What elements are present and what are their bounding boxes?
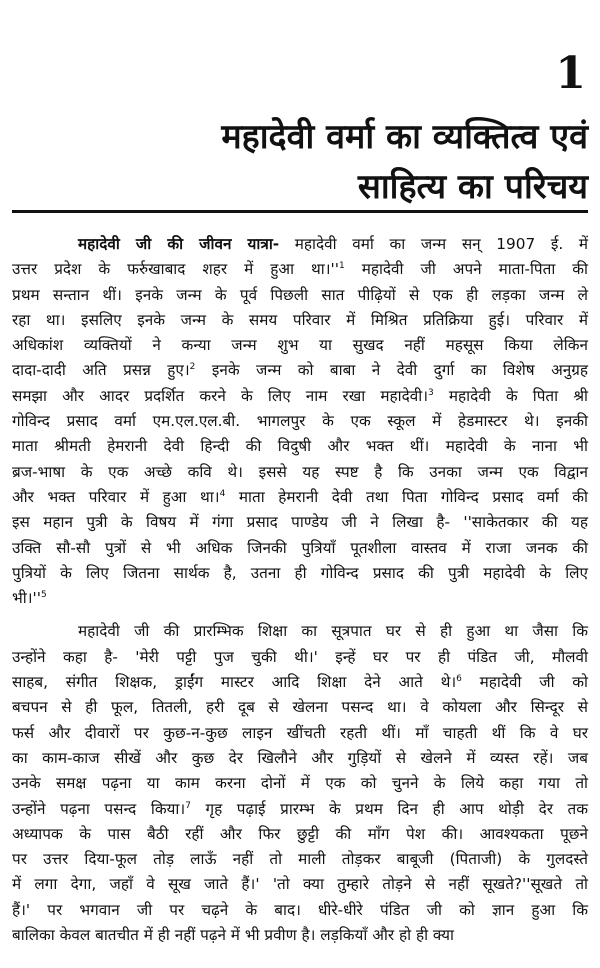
text-segment: इस महान पुत्री के विषय में गंगा प्रसाद पाण्डेय जी ने लिखा है- ''साकेतकार की यह — [12, 513, 588, 532]
text-segment: अधिकांश व्यक्तियों ने कन्या जन्म शुभ या सुखद नहीं महसूस किया लेकिन — [12, 336, 588, 355]
text-segment: उक्ति सौ-सौ पुत्रों से भी अधिक जिनकी पुत्रियाँ पूतशीला वास्तव में राजा जनक की — [12, 538, 588, 557]
text-line — [12, 822, 588, 847]
text-segment: भी।'' — [12, 589, 41, 608]
text-line — [12, 232, 588, 257]
text-segment: माता हेमरानी देवी तथा पिता गोविन्द प्रसाद वर्मा की — [225, 487, 588, 506]
text-line — [12, 561, 588, 586]
text-line — [12, 536, 588, 561]
text-segment: महादेवी जी अपने माता-पिता की — [344, 260, 588, 279]
text-segment: साहब, संगीत शिक्षक, ड्राईंग मास्टर आदि शिक्षा देने आते थे। — [12, 673, 457, 692]
footnote-marker: 2 — [189, 362, 196, 373]
text-line — [12, 923, 588, 948]
text-line — [12, 797, 588, 822]
text-segment: उन्होंने कहा है- 'मेरी पट्टी पुज चुकी थी।' इन्हें घर पर ही पंडित जी, मौलवी — [12, 647, 588, 666]
text-line — [12, 721, 588, 746]
text-line — [12, 771, 588, 796]
text-segment: ब्रज-भाषा के एक अच्छे कवि थे। इससे यह स्पष्ट है कि उनका जन्म एक विद्वान — [12, 462, 588, 481]
text-segment: उत्तर प्रदेश के फर्रुखाबाद शहर में हुआ था।'' — [12, 260, 339, 279]
text-segment: महादेवी जी की प्रारम्भिक शिक्षा का सूत्रपात घर से ही हुआ था जैसा कि — [78, 622, 588, 641]
text-line — [12, 308, 588, 333]
text-line — [12, 670, 588, 695]
section-lead-heading: महादेवी जी की जीवन यात्रा- — [78, 235, 280, 253]
text-segment: में लगा देगा, जहाँ वे सूख जाते हैं।' 'तो क्या तुम्हारे तोड़ने से नहीं सूखते?''सूखते तो — [12, 875, 588, 894]
text-line — [12, 619, 588, 644]
text-line — [12, 358, 588, 383]
paragraph-2 — [12, 619, 588, 948]
text-segment: अध्यापक के पास बैठी रहीं और फिर छुट्टी की माँग पेश की। आवश्यकता पूछने — [12, 824, 588, 843]
text-segment: गृह पढ़ाई प्रारम्भ के प्रथम दिन ही आप थोड़ी देर तक — [190, 799, 588, 818]
text-segment: का काम-काज सीखें और कुछ देर खिलौने और गुड़ियों से खेलने में व्यस्त रहें। जब — [12, 748, 588, 767]
text-line — [12, 872, 588, 897]
text-line — [12, 586, 588, 611]
text-line — [12, 409, 588, 434]
paragraph-1 — [12, 232, 588, 611]
text-line — [12, 283, 588, 308]
text-line — [12, 898, 588, 923]
footnote-marker: 6 — [456, 673, 462, 684]
text-line — [12, 645, 588, 670]
chapter-title — [28, 112, 588, 212]
chapter-title-line-2: साहित्य का परिचय — [357, 167, 588, 207]
footnote-marker: 4 — [219, 488, 226, 499]
text-segment: पुत्रियों के लिए जितना सार्थक है, उतना ही गोविन्द प्रसाद की पुत्री महादेवी के लिए — [12, 563, 588, 582]
text-line — [12, 695, 588, 720]
text-segment: बचपन से ही फूल, तितली, हरी दूब से खेलना पसन्द था। वे कोयला और सिन्दूर से — [12, 698, 588, 717]
footnote-marker: 1 — [338, 261, 345, 272]
text-segment: प्रथम सन्तान थीं। इनके जन्म के पूर्व पिछली सात पीढ़ियों से एक ही लड़का जन्म ले — [12, 285, 588, 304]
footnote-marker: 7 — [185, 800, 191, 811]
text-line — [12, 257, 588, 282]
text-segment: समझा और आदर प्रदर्शित करने के लिए नाम रखा महादेवी। — [12, 386, 429, 405]
text-segment: और भक्त परिवार में हुआ था। — [12, 487, 220, 506]
text-line — [12, 746, 588, 771]
body-text — [12, 232, 588, 948]
text-line — [12, 434, 588, 459]
text-line — [12, 460, 588, 485]
text-segment: दादा-दादी अति प्रसन्न हुए। — [12, 361, 190, 380]
text-segment: हैं।' पर भगवान जी पर चढ़ने के बाद। धीरे-धीरे पंडित जी को ज्ञान हुआ कि — [12, 900, 588, 919]
text-segment: इनके जन्म को बाबा ने देवी दुर्गा का विशेष अनुग्रह — [195, 361, 588, 380]
text-line — [12, 384, 588, 409]
text-segment: महादेवी जी को — [461, 673, 588, 692]
footnote-marker: 3 — [428, 387, 434, 398]
text-segment: महादेवी वर्मा का जन्म सन् 1907 ई. में — [279, 235, 588, 253]
title-divider — [12, 210, 588, 213]
chapter-title-line-1: महादेवी वर्मा का व्यक्तित्व एवं — [221, 117, 588, 157]
text-segment: माता श्रीमती हेमरानी देवी हिन्दी की विदुषी और भक्त थीं। महादेवी के नाना भी — [12, 437, 588, 456]
footnote-marker: 5 — [40, 590, 47, 601]
text-segment: बालिका केवल बातचीत में ही नहीं पढ़ने में भी प्रवीण है। लड़कियाँ और हो ही क्या — [12, 926, 454, 945]
text-segment: महादेवी के पिता श्री — [433, 386, 588, 405]
text-segment: गोविन्द प्रसाद वर्मा एम.एल.एल.बी. भागलपुर के एक स्कूल में हेडमास्टर थे। इनकी — [12, 412, 588, 431]
text-segment: फर्स और दीवारों पर कुछ-न-कुछ लाइन खींचती रहती थीं। माँ चाहती थीं कि वे घर — [12, 723, 588, 742]
text-segment: उन्होंने पढ़ना पसन्द किया। — [12, 799, 186, 818]
chapter-number: 1 — [555, 48, 586, 99]
text-line — [12, 485, 588, 510]
text-line — [12, 333, 588, 358]
text-line — [12, 847, 588, 872]
text-segment: पर उत्तर दिया-फूल तोड़ लाऊँ नहीं तो माली तोड़कर बाबूजी (पिताजी) के गुलदस्ते — [12, 850, 588, 869]
text-segment: रहा था। इसलिए इनके जन्म के समय परिवार में मिश्रित प्रतिक्रिया हुई। परिवार में — [12, 310, 588, 329]
text-line — [12, 510, 588, 535]
text-segment: उनके समक्ष पढ़ना या काम करना दोनों में एक को चुनने के लिये कहा गया तो — [12, 774, 588, 793]
